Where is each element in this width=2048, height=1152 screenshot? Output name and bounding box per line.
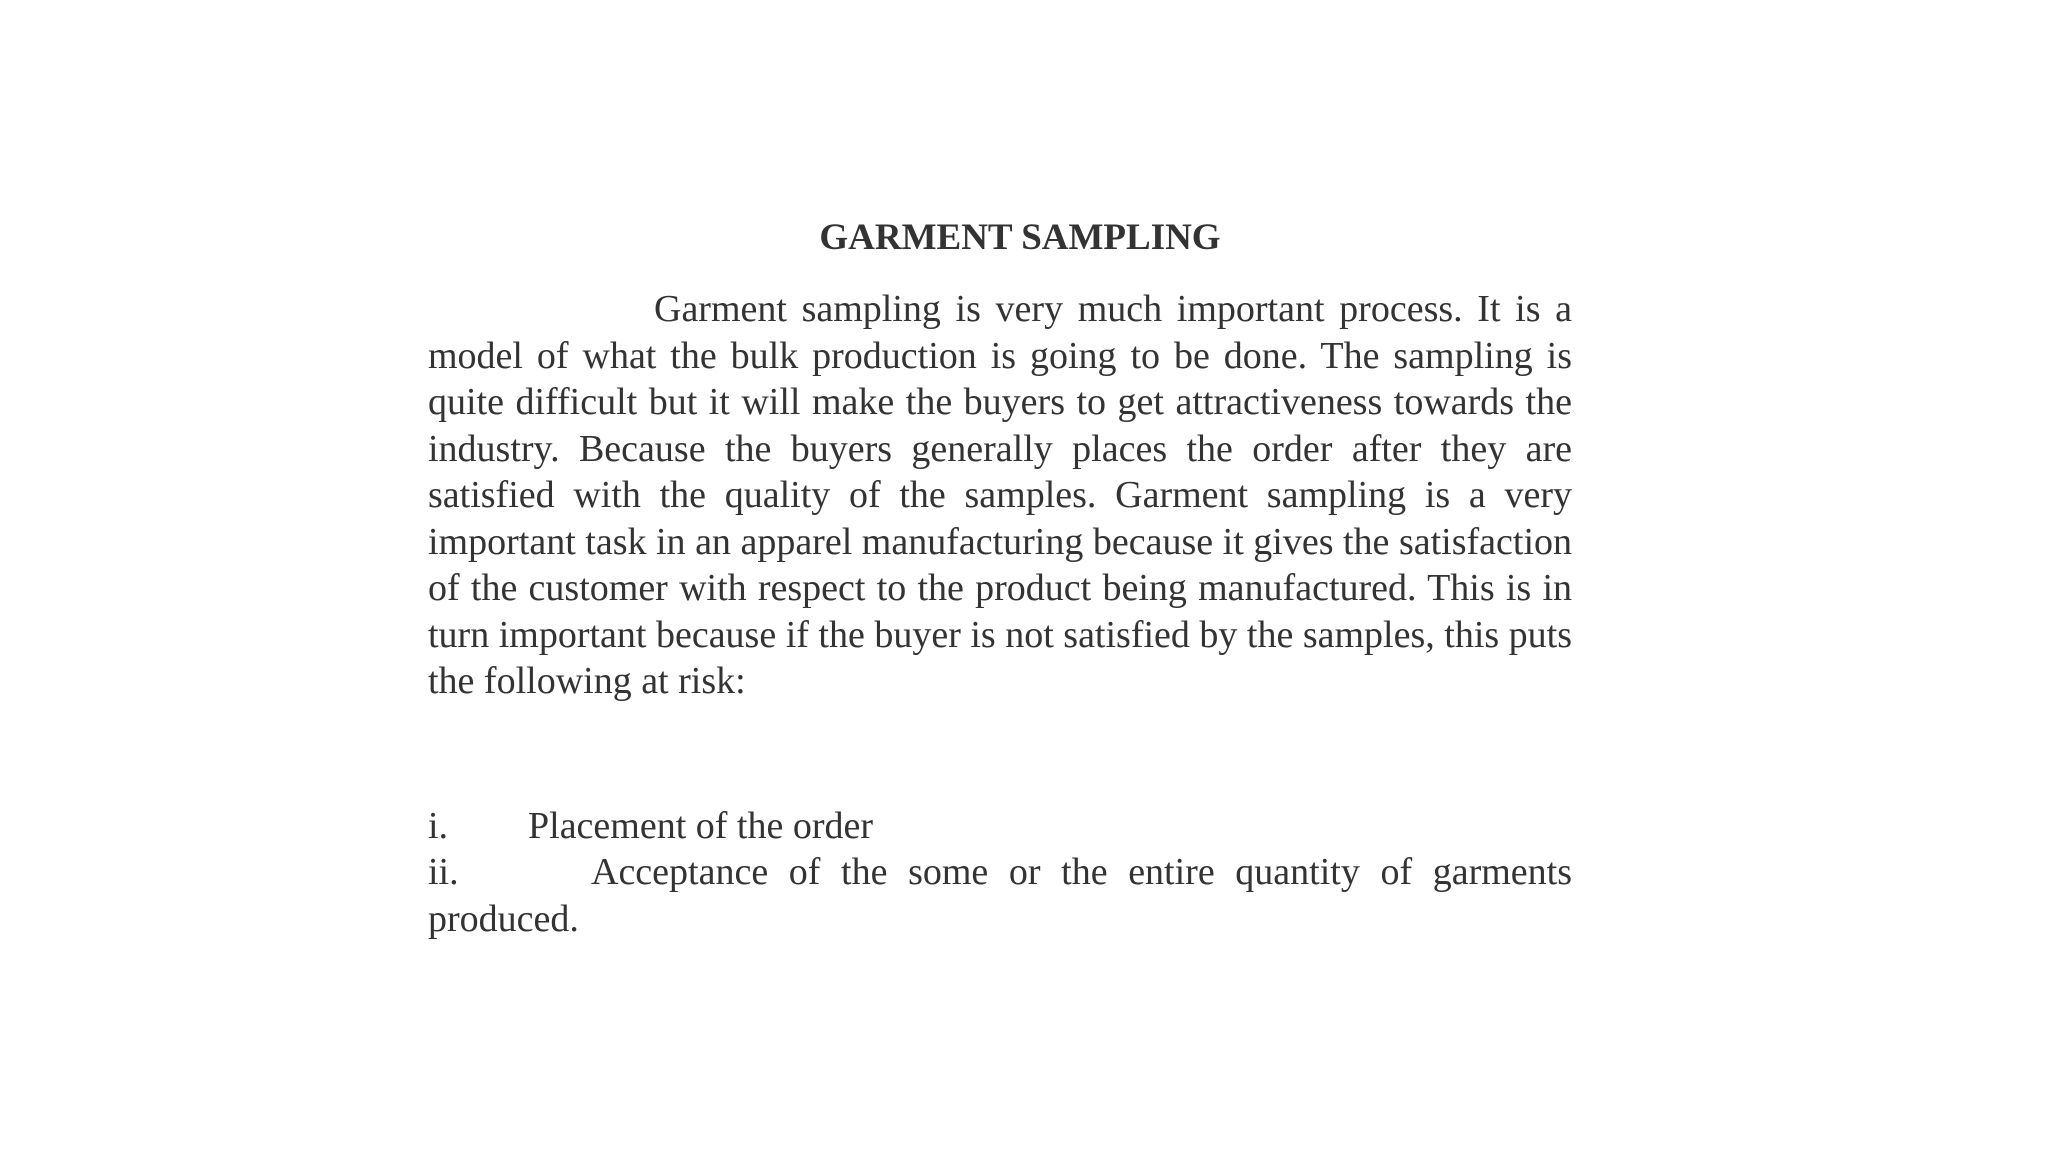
list-item-text: Acceptance of the some or the entire quantity of garments produced. — [428, 851, 1572, 940]
list-item-text: Placement of the order — [528, 804, 874, 847]
list-marker: ii. — [428, 851, 459, 893]
list-item — [428, 849, 1572, 942]
risk-list — [428, 803, 1572, 943]
document-title: GARMENT SAMPLING — [819, 217, 1221, 258]
document-content — [428, 210, 1572, 942]
body-paragraph: Garment sampling is very much important process. It is a model of what the bulk production is going to be done. The sampling is quite difficult but it will make the buyers to get attractiveness towards the industry. Because the buyers generally places the order after they are satisfied with the quality of the samples. Garment sampling is a very important task in an apparel manufacturing because it gives the satisfaction of the customer with respect to the product being manufactured. This is in turn important because if the buyer is not satisfied by the samples, this puts the following at risk: — [428, 288, 1573, 702]
list-item — [428, 803, 1572, 850]
list-marker: i. — [428, 804, 449, 847]
